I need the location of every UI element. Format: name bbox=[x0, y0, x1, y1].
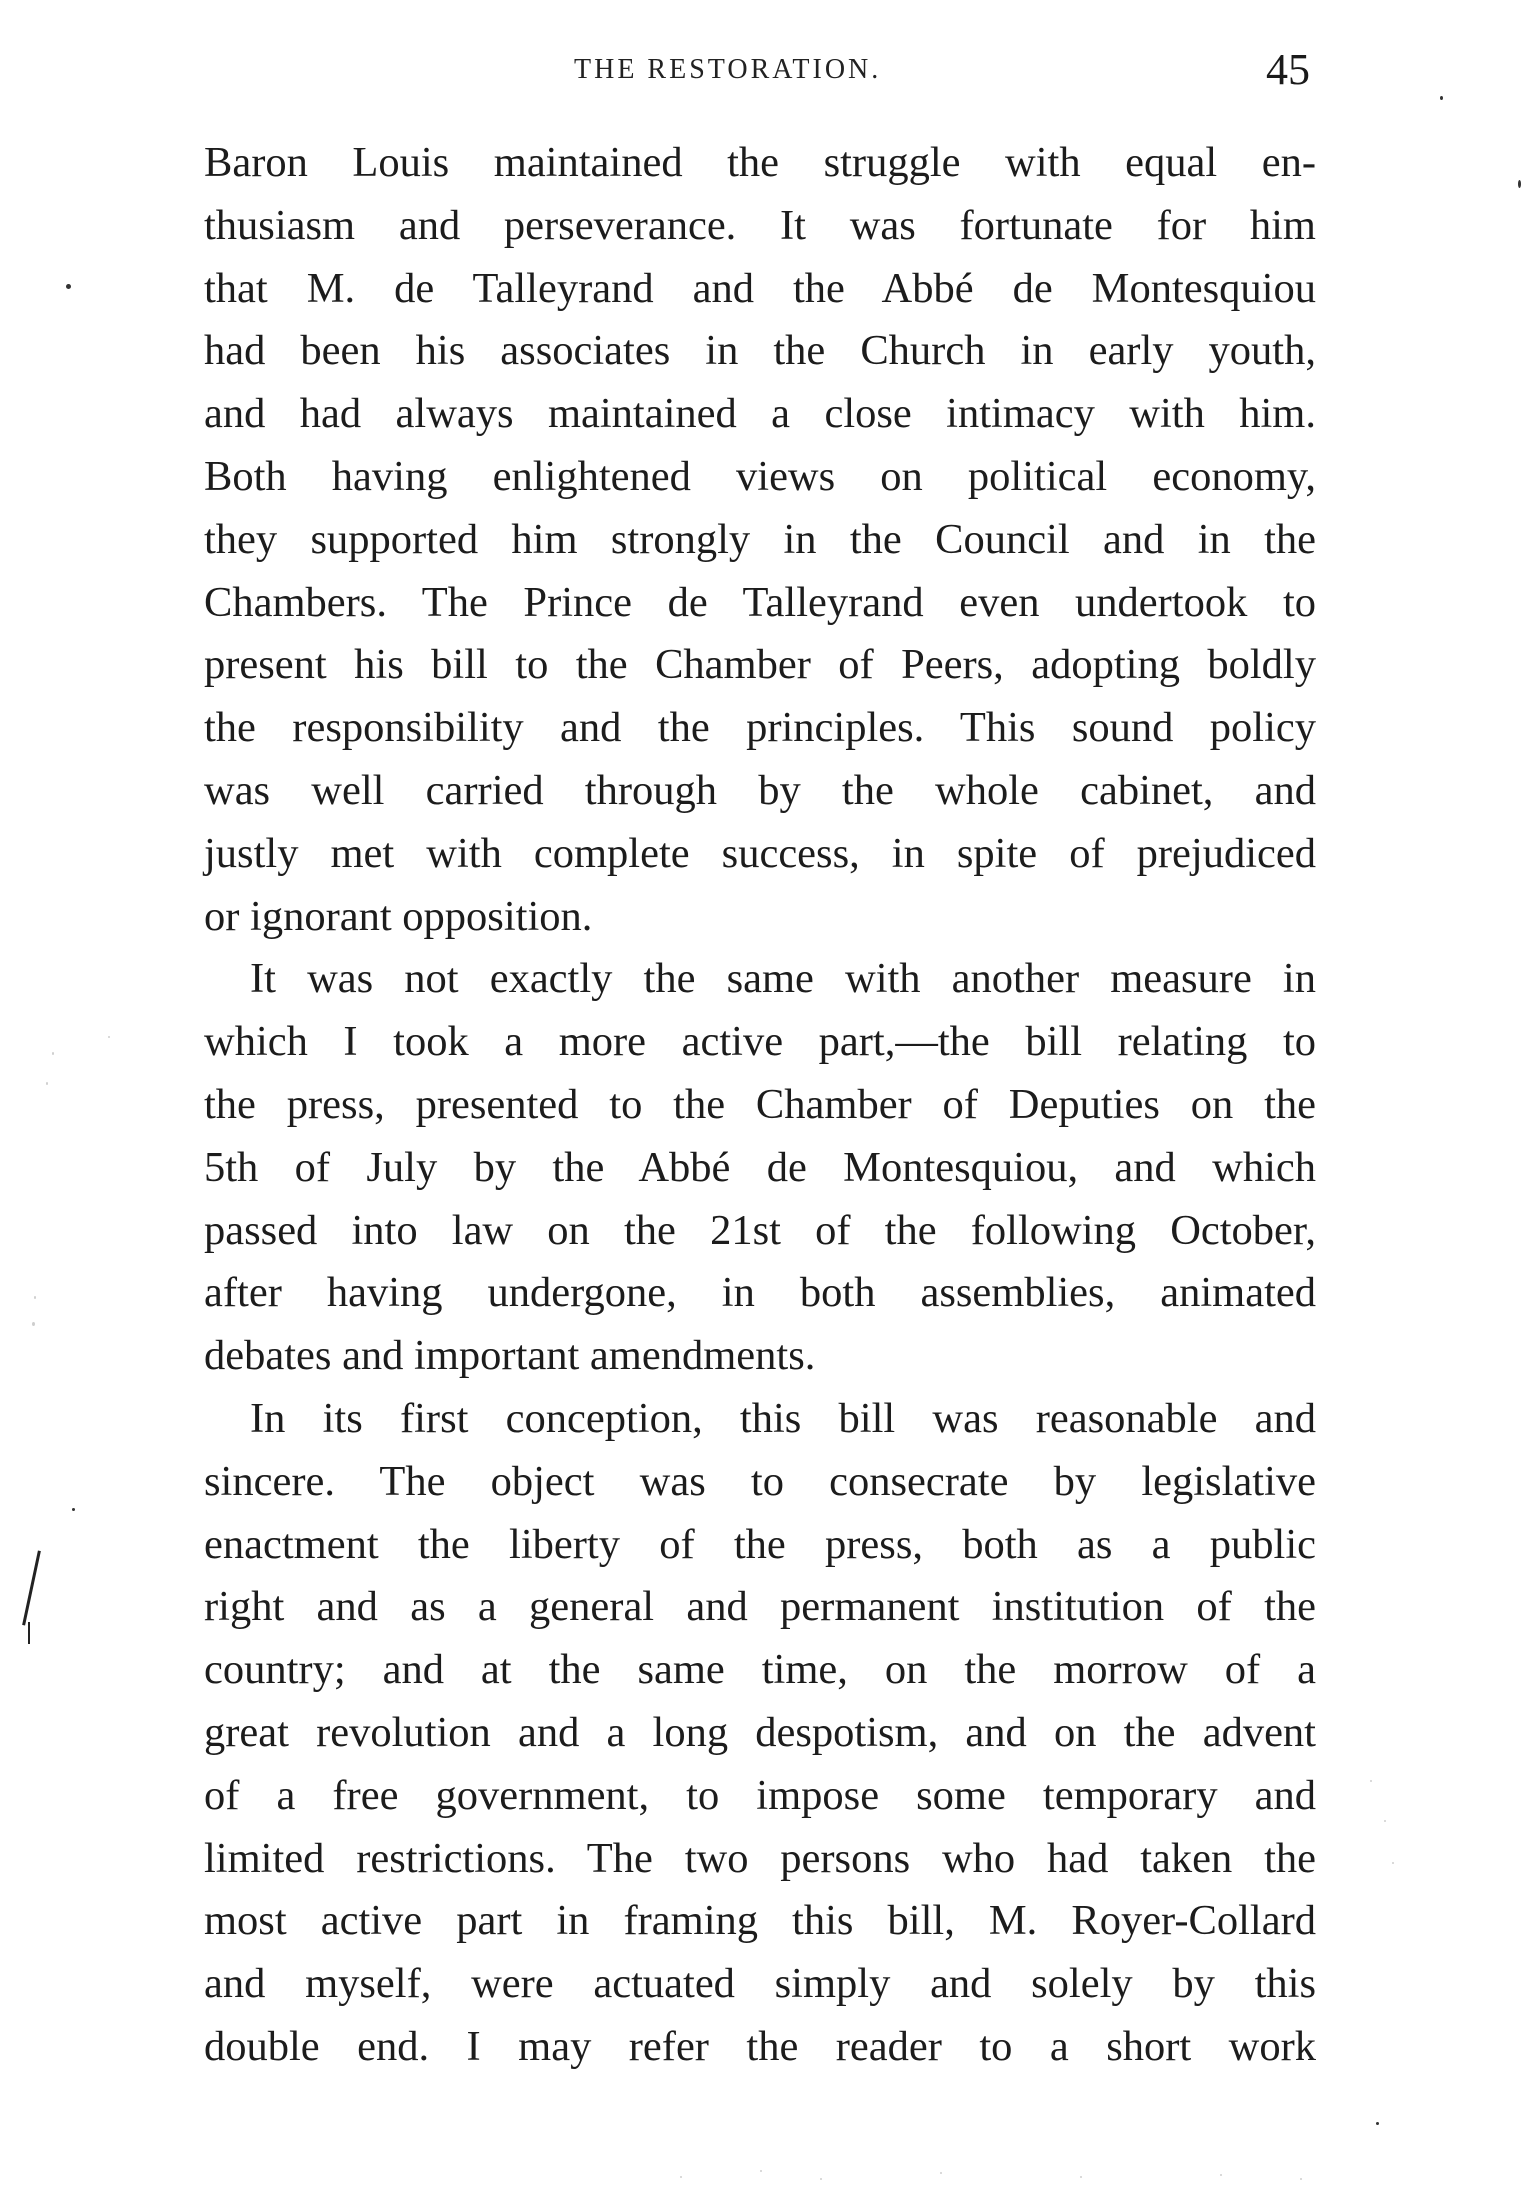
text-line: present his bill to the Chamber of Peers, adopting boldly bbox=[204, 641, 1316, 689]
scan-dust bbox=[1392, 1862, 1394, 1864]
scan-speck bbox=[72, 1508, 75, 1511]
text-line: that M. de Talleyrand and the Abbé de Montesquiou bbox=[204, 264, 1316, 312]
scan-speck bbox=[1376, 2122, 1379, 2125]
scan-dust bbox=[1384, 1820, 1386, 1822]
text-line: which I took a more active part,—the bill relating to bbox=[204, 1018, 1316, 1066]
text-line: Baron Louis maintained the struggle with equal en- bbox=[204, 139, 1316, 186]
scan-speck bbox=[1518, 180, 1521, 188]
text-line: the responsibility and the principles. This sound policy bbox=[204, 704, 1316, 752]
scan-dust bbox=[1220, 2174, 1222, 2176]
text-line: enactment the liberty of the press, both as a public bbox=[204, 1520, 1316, 1568]
text-line: and had always maintained a close intimacy with him. bbox=[204, 390, 1316, 438]
paragraph-2 bbox=[204, 948, 1316, 1388]
margin-pencil-mark bbox=[28, 1622, 30, 1644]
text-line: Both having enlightened views on political economy, bbox=[204, 452, 1316, 500]
text-line: right and as a general and permanent institution of the bbox=[204, 1583, 1316, 1631]
text-line: justly met with complete success, in spite of prejudiced bbox=[204, 829, 1316, 877]
scan-dust bbox=[820, 2178, 822, 2180]
text-line: It was not exactly the same with another measure in bbox=[250, 955, 1316, 1003]
text-line: 5th of July by the Abbé de Montesquiou, and which bbox=[204, 1143, 1316, 1191]
running-head bbox=[0, 45, 1528, 110]
text-line: passed into law on the 21st of the following October, bbox=[204, 1206, 1316, 1254]
text-line: most active part in framing this bill, M. Royer-Collard bbox=[204, 1897, 1316, 1945]
scan-dust bbox=[1300, 2178, 1302, 2180]
scan-speck bbox=[1440, 96, 1443, 100]
text-line: debates and important amendments. bbox=[204, 1332, 816, 1380]
text-line: country; and at the same time, on the morrow of a bbox=[204, 1646, 1316, 1694]
body-text bbox=[204, 132, 1316, 2079]
text-line: Chambers. The Prince de Talleyrand even undertook to bbox=[204, 578, 1316, 626]
text-line: after having undergone, in both assemblies, animated bbox=[204, 1269, 1316, 1317]
scan-dust bbox=[940, 2172, 942, 2174]
margin-pencil-mark bbox=[22, 1551, 41, 1626]
text-line: great revolution and a long despotism, and on the advent bbox=[204, 1708, 1316, 1756]
scan-speck bbox=[66, 284, 71, 289]
text-line: or ignorant opposition. bbox=[204, 892, 593, 940]
text-line: the press, presented to the Chamber of Deputies on the bbox=[204, 1080, 1316, 1128]
scan-dust bbox=[680, 2176, 682, 2178]
text-line: In its first conception, this bill was reasonable and bbox=[250, 1394, 1316, 1442]
text-line: was well carried through by the whole cabinet, and bbox=[204, 766, 1316, 814]
paragraph-1 bbox=[204, 132, 1316, 948]
scan-dust bbox=[32, 1322, 35, 1326]
scan-dust bbox=[1370, 1780, 1372, 1782]
page-number: 45 bbox=[1266, 45, 1310, 94]
text-line: had been his associates in the Church in early youth, bbox=[204, 327, 1316, 375]
text-line: and myself, were actuated simply and solely by this bbox=[204, 1960, 1316, 2008]
scan-dust bbox=[52, 1052, 54, 1055]
text-line: double end. I may refer the reader to a short work bbox=[204, 2022, 1316, 2070]
scan-dust bbox=[108, 1036, 110, 1038]
text-line: of a free government, to impose some temporary and bbox=[204, 1771, 1316, 1819]
text-line: limited restrictions. The two persons who had taken the bbox=[204, 1834, 1316, 1882]
text-line: they supported him strongly in the Council and in the bbox=[204, 515, 1316, 563]
text-line: thusiasm and perseverance. It was fortunate for him bbox=[204, 201, 1316, 249]
paragraph-3 bbox=[204, 1388, 1316, 2079]
scan-dust bbox=[34, 1296, 36, 1299]
text-line: sincere. The object was to consecrate by legislative bbox=[204, 1457, 1316, 1505]
scan-dust bbox=[1080, 2176, 1082, 2178]
scan-dust bbox=[760, 2170, 762, 2172]
scan-dust bbox=[46, 1082, 48, 1085]
running-title: THE RESTORATION. bbox=[574, 54, 882, 85]
